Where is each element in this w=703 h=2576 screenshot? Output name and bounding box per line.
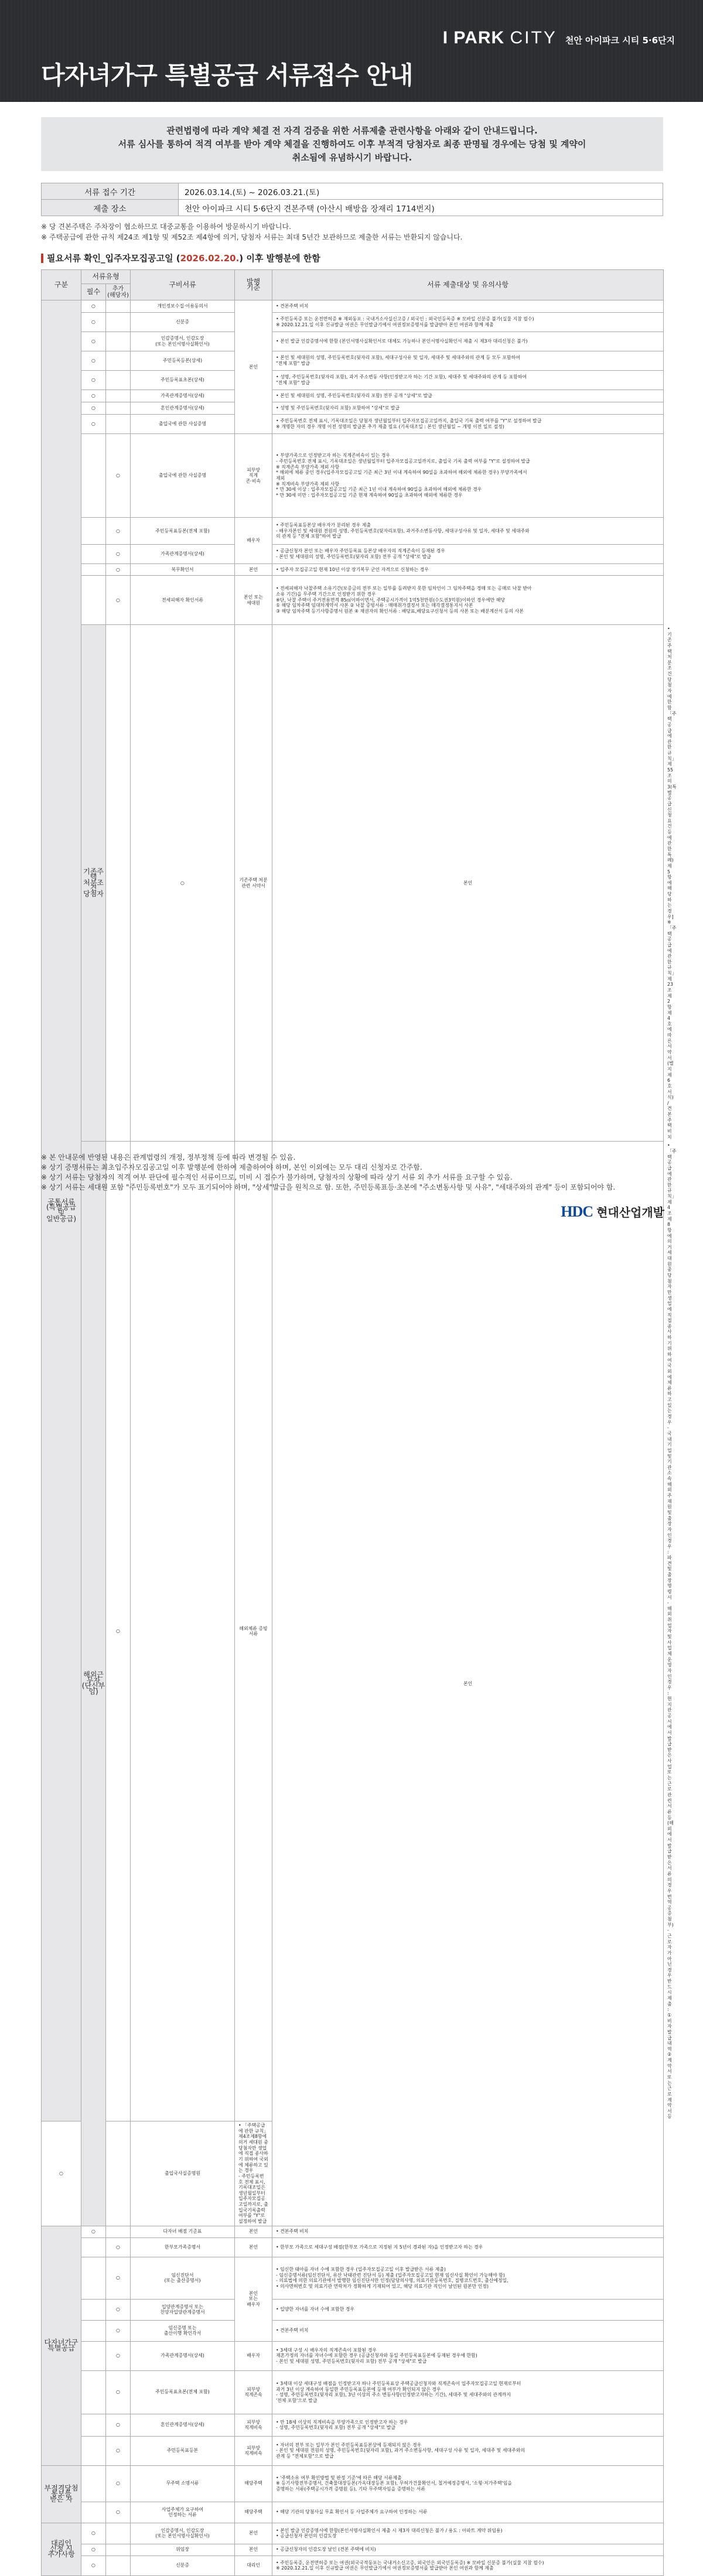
- detail-text: • 한부모 가족으로 세대구성 배점(한부모 가족으로 지정된 지 5년이 경과된 자)을 인정받고자 하는 경우: [272, 2237, 664, 2257]
- issue-basis: 본인: [235, 564, 272, 576]
- issue-basis: 피부양 직계존속: [235, 2370, 272, 2414]
- category-ineligible: 부적격당첨 통보를 받은 자: [42, 2465, 81, 2523]
- additional-mark: ○: [106, 2341, 131, 2370]
- detail-text: • 본인 및 세대원의 성명, 주민등록번호(뒷자리 포함), 세대구성사유 및 일자, 세대주 및 세대주와의 관계 등 모두 포함하여 "전체 포함" 발급: [272, 351, 664, 371]
- detail-text: • 주민등록번호 전체 표시, 기록대조일은 당첨자 생년월일부터 입주자모집공고일까지, 출입국 기록 출력 여부를 "Y"로 설정하여 발급 ※ 개명한 자의 경우 개명 이전 성명의 발급본 추가 제출 필요 (기록대조일 : 본인 생년월일 ~ 개명 이전 일로 설정): [272, 415, 664, 434]
- document-name: 출입국에 관한 사실증명: [131, 434, 235, 518]
- document-name: 임신진단서 (또는 출산증명서): [131, 2257, 235, 2299]
- issue-basis: 본인 또는 세대원: [235, 576, 272, 625]
- detail-text: • 3세대 구성 시 배우자의 직계존속이 포함된 경우 재혼가정의 자녀를 자녀수에 포함한 경우 (공급신청자와 동일 주민등록표등본에 등재된 경우에 한함) - 본인 및 세대원 성명, 주민등록번호(뒷자리 포함) 전부 공개 "상세"로 발급: [272, 2341, 664, 2370]
- company-name: 현대산업개발: [596, 1205, 664, 1219]
- detail-text: • 임신한 태아를 자녀 수에 포함한 경우 (입주자모집공고일 이후 발급받은 서류 제출) - 임신증명서류(임신진단서, 유산 낙태관련 진단서 등) 제출 (입주자모집공고일 현재 임신사실 확인이 가능해야 함) - 의료법에 의한 의료기관에서 발행한 임신진단서만 인정(담당의사명, 의료기관등록번호, 질병코드번호, 출산예정일, • 의사면허번호 및 의료기관 연락처가 정확하게 기재되어 있고, 해당 의료기관 직인이 날인된 원본만 인정): [272, 2257, 664, 2299]
- document-name: 주민등록등본(상세): [131, 351, 235, 371]
- detail-text: • 만 18세 이상의 직계비속을 부양가족으로 인정받고자 하는 경우 - 성명, 주민등록번호(뒷자리 포함) 전부 공개 "상세"로 발급: [272, 2414, 664, 2436]
- additional-mark: ○: [106, 518, 131, 545]
- detail-text: • 성명 및 주민등록번호(뒷자리 포함) 포함하여 "상세"로 발급: [272, 402, 664, 415]
- document-name: 무주택 소명서류: [131, 2465, 235, 2502]
- additional-mark: ○: [106, 2502, 131, 2523]
- document-name: 주민등록표초본(상세): [131, 371, 235, 390]
- detail-text: • 본인 발급 인감증명서에 한함 (본인서명사실확인서로 대체도 가능하나 본인서명사실확인서 제출 시 제3자 대리신청은 불가): [272, 332, 664, 351]
- issue-basis: 배우자: [235, 518, 272, 564]
- document-name: 임신증명 또는 출산이행 확인각서: [131, 2320, 235, 2341]
- document-name: 혼인관계증명서(상세): [131, 402, 235, 415]
- footnote: ※ 상기 증명서류는 최초입주자모집공고일 이후 발행분에 한하여 제출하여야 하며, 본인 이외에는 모두 대리 신청자로 간주함.: [41, 1163, 422, 1171]
- footer-brand: [561, 1203, 664, 1221]
- head-issue-basis: 발행 기준: [235, 270, 272, 300]
- detail-text: • 주민등록증 또는 운전면허증 ※ 재외동포 : 국내거소사실신고증 / 외국인 : 외국인등록증 ※ 모바일 신분증 불가(실물 지참 필수) ※ 2020.12.21.일 이후 신규발급 여권은 무인발급기에서 여권정보증명서를 발급받아 본인 여권과 함께 제출: [272, 313, 664, 332]
- additional-mark: ○: [106, 2257, 131, 2299]
- additional-mark: ○: [106, 2299, 131, 2320]
- schedule-table: [41, 183, 663, 216]
- detail-text: • 주민등록표등본상 배우자가 분리된 경우 제출 - 배우자본인 및 세대원 전원의 성명, 주민등록번호(뒷자리포함), 과거주소변동사항, 세대구성사유 및 일자, 세대주 및 세대주와 의 관계 등 "전체 포함"하여 발급: [272, 518, 664, 545]
- document-name: 가족관계증명서(상세): [131, 545, 235, 564]
- document-name: 신분증: [131, 313, 235, 332]
- head-required: 필수: [81, 284, 106, 300]
- required-mark: ○: [81, 351, 106, 371]
- document-name: 기존주택 처분 관련 서약서: [235, 625, 272, 1142]
- place-value: 천안 아이파크 시티 5·6단지 견본주택 (아산시 배방읍 장재리 1714번지): [179, 200, 663, 216]
- issue-basis: 피부양 직계 존·비속: [235, 434, 272, 518]
- detail-text: • 주민등록증, 운전면허증 또는 여권(외국국적동포는 국내거소신고증, 외국인은 외국인등록증) ※ 모바일 신분증 불가(실물 지참 필수) ※ 2020.12.21.일 이후 신규발급 여권은 무인발급기에서 여권정보증명서를 발급받아 본인 여권과 함께 제출: [272, 2555, 664, 2575]
- detail-text: • 공급신청자의 인감도장 날인 (견본 주택에 비치): [272, 2544, 664, 2555]
- additional-mark: ○: [131, 625, 235, 1142]
- footnotes: [41, 1153, 615, 1193]
- required-mark: ○: [81, 2555, 106, 2575]
- category-overseas: 해외근무자 (단신부임): [81, 1142, 106, 2226]
- issue-basis: 본인: [235, 2544, 272, 2555]
- issue-basis: 본인: [235, 2523, 272, 2544]
- document-name: 한부모가족증명서: [131, 2237, 235, 2257]
- section-marker: [41, 254, 43, 263]
- issue-basis: 해당주택: [235, 2502, 272, 2523]
- issue-basis: 본인: [272, 625, 664, 1142]
- notice-date: 2026.02.20.: [180, 252, 240, 264]
- document-name: 인감증명서, 인감도장 (또는 본인서명사실확인서): [131, 332, 235, 351]
- note: ※ 당 견본주택은 주차장이 협소하므로 대중교통을 이용하여 방문하시기 바랍니다.: [41, 223, 291, 231]
- additional-mark: ○: [106, 576, 131, 625]
- hdc-logo: HDC: [561, 1203, 593, 1220]
- detail-text: • 견본주택 비치: [272, 2320, 664, 2341]
- issue-basis: 해당주택: [235, 2465, 272, 2502]
- notice-line: 관련법령에 따라 계약 체결 전 자격 검증을 위한 서류제출 관련사항을 아래와 같이 안내드립니다.: [166, 125, 538, 136]
- required-mark: ○: [81, 332, 106, 351]
- required-mark: ○: [106, 1142, 131, 2121]
- document-name: 해외체류 증빙서류: [235, 1142, 272, 2121]
- detail-text: • 공급신청자 본인 또는 배우자 주민등록표 등본상 배우자의 직계존속이 등재된 경우 - 본인 및 세대원의 성명, 주민등록번호(뒷자리 포함) 전부 공개 "상세"로 발급: [272, 545, 664, 564]
- required-mark: ○: [81, 2226, 106, 2237]
- additional-mark: ○: [106, 564, 131, 576]
- issue-basis: 본인: [272, 1142, 664, 2226]
- category-proxy: 대리인 신청 시 추가사항: [42, 2523, 81, 2575]
- footnote: ※ 본 안내문에 반영된 내용은 관계법령의 개정, 정부정책 등에 따라 변경될 수 있음.: [41, 1153, 296, 1161]
- documents-table: 구분 서류유형 구비서류 발행 기준 서류 제출대상 및 유의사항 필수 추가 (해당자) 공통서류 (특별공급 및 일반공급) ○ 개인정보수집·이용동의서 본인 • 견본주택 비치 ○ 신분증 • 주민등록증 또는 운전면허증 ※ 재외동포 : 국내거소사실신고증 / 외국인 : 외국인등록증 ※ 모바일 신분증 불가(실물 지참 필수) ※ 2020.12.21.일 이후 신규발급 여권은 무인발급기에서 여권정보증명서를 발급받아 본인 여권과 함께 제출 ○ 인감증명서, 인감도장 (또는 본인서명사실확인서) • 본인 발급 인감증명서에 한함 (본인서명사실확인서로 대체도 가능하나 본인서명사실확인서 제출 시 제3자 대리신청은 불가) ○ 주민등록등본(상세) • 본인 및 세대원의 성명, 주민등록번호(뒷자리 포함), 세대구성사유 및 일자, 세대주 및 세대주와의 관계 등 모두 포함하여 "전체 포함" 발급 ○ 주민등록표초본(상세) • 성명, 주민등록번호(뒷자리 포함), 과거 주소변동 사항(인정받고자 하는 기간 포함), 세대주 및 세대주와의 관계 등 포함하여 "전체 포함" 발급 ○ 가족관계증명서(상세) • 본인 및 세대원의 성명, 주민등록번호(뒷자리 포함) 전부 공개 "상세"로 발급 ○ 혼인관계증명서(상세) • 성명 및 주민등록번호(뒷자리 포함) 포함하여 "상세"로 발급 ○ 출입국에 관한 사실증명 • 주민등록번호 전체 표시, 기록대조일은 당첨자 생년월일부터 입주자모집공고일까지, 출입국 기록 출력 여부를 "Y"로 설정하여 발급 ※ 개명한 자의 경우 개명 이전 성명의 발급본 추가 제출 필요 (기록대조일 : 본인 생년월일 ~ 개명 이전 일로 설정) ○ 출입국에 관한 사실증명 피부양 직계 존·비속 • 부양가족으로 인정받고자 하는 직계존비속이 있는 경우 - 주민등록번호 전체 표시, 기록대조일은 생년월일부터 입주자모집공고일까지로, 출입국 기록 출력 여부를 "Y"로 설정하여 발급 ※ 직계존속 부양가족 제외 사항 * 해외에 체류 중인 경우(입주자모집공고일 기준 최근 3년 이내 계속하여 90일을 초과하여 해외에 체류한 경우) 부양가족에서 제외 ※ 직계비속 부양가족 제외 사항 * 만 30세 이상 : 입주자모집공고일 기준 최근 1년 이내 계속하여 90일을 초과하여 해외에 체류한 경우 * 만 30세 미만 : 입주자모집공고일 기준 현재 계속하여 90일을 초과하여 해외에 체류한 경우 ○ 주민등록표등본(전체 포함) 배우자 • 주민등록표등본상 배우자가 분리된 경우 제출 - 배우자본인 및 세대원 전원의 성명, 주민등록번호(뒷자리포함), 과거주소변동사항, 세대구성사유 및 일자, 세대주 및 세대주와 의 관계 등 "전체 포함"하여 발급 ○ 가족관계증명서(상세) • 공급신청자 본인 또는 배우자 주민등록표 등본상 배우자의 직계존속이 등재된 경우 - 본인 및 세대원의 성명, 주민등록번호(뒷자리 포함) 전부 공개 "상세"로 발급 ○ 복무확인서 본인 • 입주자 모집공고일 현재 10년 이상 장기복무 군인 자격으로 신청하는 경우 ○ 전세피해자 확인서류 본인 또는 세대원 • 전세피해자 낙찰주택 소유기간(보증금의 전부 또는 일부를 돌려받지 못한 임차인이 그 임차주택을 경매 또는 공매로 낙찰 받아 소유 기간)을 무주택 기간으로 인정받기 위한 경우 ※단, 낙찰 주택이 주거전용면적 85㎡이하이면서, 주택공시가격이 1억5천만원(수도권3억원)이하인 경우에만 해당 ① 해당 임차주택 임대차계약서 사본 ② 낙찰 증빙서류 : 매매취가결정서 또는 매각결정통지서 사본 ③ 해당 임차주택 등기사항증명서 원본 ④ 채권자의 확인서류 : 배당표,배당요구신청서 등의 사본 또는 배분계산서 등의 사본 기존주택 처분조건 당첨자 ○ 기존주택 처분 관련 서약서 본인 • 기존주택 처분조건 당첨자에 한함 「주택공급에관한규칙」제55조의3(특별공급 신청 요건 등에 관한 특례) 제5항에 해당하는 경우] ※ 「주택공급에관한규칙」제23조제2항제4호에 따른 서약서(별지 제6호서식) / 견본주택 비치 해외근무자 (단신부임) ○ 해외체류 증빙서류 본인 • 「주택공급에 관한 규칙」제4조제8항에 의거 세대원 중 당첨자만 생업에 직접 종사하기 위하여 국외에 체류하고 있는 경우 - 국내 기업 및 기관 소속 해외 주재원 및 출장자인 경우 : 파견 및 출장 명령서 - 해외 취업자 및 사업체 운영자인 경우 : 현지 관공서에서 발급 받은 사업 또는 근로 관련 서류 등(해외에서 발급받은 서류의 경우 번역 공증 첨부) - 근로자가 아닌 경우 반드시 제출 : ① 비자 발급 내역 ② 계약서 또는 근로 계약서 등 ○ 출입국사실증명원 • 「주택공급에 관한 규칙」제4조제8항에 의거 세대원 중 당첨자만 생업에 직접 종사하기 위하여 국외에 체류하고 있는 경우 - 주민등록번호 전체 표시, 기록대조일은 생년월일부터 입주자모집공고일까지로, 출입국기록출력 여부를 "Y"로 설정하여 발급 다자녀가구 특별공급 ○ 다자녀 배점 기준표 본인 • 견본주택 비치 ○ 한부모가족증명서 본인 • 한부모 가족으로 세대구성 배점(한부모 가족으로 지정된 지 5년이 경과된 자)을 인정받고자 하는 경우 ○ 임신진단서 (또는 출산증명서) 본인 또는 배우자 • 임신한 태아를 자녀 수에 포함한 경우 (입주자모집공고일 이후 발급받은 서류 제출) - 임신증명서류(임신진단서, 유산 낙태관련 진단서 등) 제출 (입주자모집공고일 현재 임신사실 확인이 가능해야 함) - 의료법에 의한 의료기관에서 발행한 임신진단서만 인정(담당의사명, 의료기관등록번호, 질병코드번호, 출산예정일, • 의사면허번호 및 의료기관 연락처가 정확하게 기재되어 있고, 해당 의료기관 직인이 날인된 원본만 인정) ○ 입양관계증명서 또는 친양자입양관계증명서 • 입양한 자녀를 자녀 수에 포함한 경우 ○ 임신증명 또는 출산이행 확인각서 • 견본주택 비치 ○ 가족관계증명서(상세) 배우자 • 3세대 구성 시 배우자의 직계존속이 포함된 경우 재혼가정의 자녀를 자녀수에 포함한 경우 (공급신청자와 동일 주민등록표등본에 등재된 경우에 한함) - 본인 및 세대원 성명, 주민등록번호(뒷자리 포함) 전부 공개 "상세"로 발급 ○ 주민등록표초본(전체 포함) 피부양 직계존속 • 3세대 이상 세대구성 배점을 인정받고자 하나 주민등록표상 주택공급신청자와 직계존속이 입주자모집공고일 현재로부터 과거 3년 이상 계속하여 동일한 주민등록표등본에 등재 여부가 확인되지 않은 경우 - 성명, 주민등록번호(뒷자리 포함), 3년 이상의 주소 변동사항(인정받고자하는 기간), 세대주 및 세대주와의 관계까지 '전체 포함'으로 발급 ○ 혼인관계증명서(상세) 피부양 직계비속 • 만 18세 이상의 직계비속을 부양가족으로 인정받고자 하는 경우 - 성명, 주민등록번호(뒷자리 포함) 전부 공개 "상세"로 발급 ○ 주민등록표등본 피부양 직계비속 • 자녀의 전부 또는 일부가 본인 주민등록표등본상에 등재되지 않은 경우 - 본인 및 세대원 전원의 성명, 주민등록번호(뒷자리 포함), 과거 주소변동사항, 세대구성 사유 및 일자, 세대주 및 세대주와의 관계 등 "전체포함"으로 발급 부적격당첨 통보를 받은 자 ○ 무주택 소명서류 해당주택 • '주택소유 여부 확인방법 및 판정 기준'에 따른 해당 서류제출 ※ 등기사항전부증명서, 건축물대장등본(가옥대장등본 포함), 무허가건물확인서, 철거예정증명서, '소형·저가주택'임을 증명하는 서류(주택공시가격 증명원 등), 기타 무주택자임을 증명하는 서류 ○ 사업주체가 요구하여 인정하는 서류 해당주택 • 해당 기관의 당첨사실 무효 확인서 등 사업주체가 요구하여 인정하는 서류 대리인 신청 시 추가사항 ○ 인감증명서, 인감도장 (또는 본인서명사실확인서) 본인 • 본인 발급 인감증명서에 한함(본인서명사실확인서 제출 시 제3자 대리신청은 불가 / 용도 : 아파트 계약 위임용) • 공급신청자 본인의 인감도장 ○ 위임장 본인 • 공급신청자의 인감도장 날인 (견본 주택에 비치) ○ 신분증 대리인 • 주민등록증, 운전면허증 또는 여권(외국국적동포는 국내거소신고증, 외국인은 외국인등록증) ※ 모바일 신분증 불가(실물 지참 필수) ※ 2020.12.21.일 이후 신규발급 여권은 무인발급기에서 여권정보증명서를 발급받아 본인 여권과 함께 제출: [41, 269, 664, 2576]
- detail-text: • 「주택공급에 관한 규칙」제4조제8항에 의거 세대원 중 당첨자만 생업에 직접 종사하기 위하여 국외에 체류하고 있는 경우 - 주민등록번호 전체 표시, 기록대조일은 생년월일부터 입주자모집공고일까지로, 출입국기록출력 여부를 "Y"로 설정하여 발급: [235, 2121, 272, 2226]
- document-name: 출입국에 관한 사실증명: [131, 415, 235, 434]
- required-mark: ○: [81, 313, 106, 332]
- issue-basis: 본인: [235, 300, 272, 434]
- detail-text: • 본인 및 세대원의 성명, 주민등록번호(뒷자리 포함) 전부 공개 "상세"로 발급: [272, 390, 664, 402]
- detail-text: • 3세대 이상 세대구성 배점을 인정받고자 하나 주민등록표상 주택공급신청자와 직계존속이 입주자모집공고일 현재로부터 과거 3년 이상 계속하여 동일한 주민등록표등본에 등재 여부가 확인되지 않은 경우 - 성명, 주민등록번호(뒷자리 포함), 3년 이상의 주소 변동사항(인정받고자하는 기간), 세대주 및 세대주와의 관계까지 '전체 포함'으로 발급: [272, 2370, 664, 2414]
- detail-text: • 부양가족으로 인정받고자 하는 직계존비속이 있는 경우 - 주민등록번호 전체 표시, 기록대조일은 생년월일부터 입주자모집공고일까지로, 출입국 기록 출력 여부를 "Y"로 설정하여 발급 ※ 직계존속 부양가족 제외 사항 * 해외에 체류 중인 경우(입주자모집공고일 기준 최근 3년 이내 계속하여 90일을 초과하여 해외에 체류한 경우) 부양가족에서 제외 ※ 직계비속 부양가족 제외 사항 * 만 30세 이상 : 입주자모집공고일 기준 최근 1년 이내 계속하여 90일을 초과하여 해외에 체류한 경우 * 만 30세 미만 : 입주자모집공고일 기준 현재 계속하여 90일을 초과하여 해외에 체류한 경우: [272, 434, 664, 518]
- document-name: 인감증명서, 인감도장 (또는 본인서명사실확인서): [131, 2523, 235, 2544]
- category-common: 공통서류 (특별공급 및 일반공급): [42, 300, 81, 2121]
- footnote: ※ 상기 서류는 당첨자의 적격 여부 판단에 필수적인 서류이므로, 미비 시 접수가 불가하며, 당첨자의 상황에 따라 상기 서류 외 추가 서류를 요구할 수 있음.: [41, 1173, 513, 1181]
- detail-text: • 성명, 주민등록번호(뒷자리 포함), 과거 주소변동 사항(인정받고자 하는 기간 포함), 세대주 및 세대주와의 관계 등 포함하여 "전체 포함" 발급: [272, 371, 664, 390]
- additional-mark: ○: [106, 2237, 131, 2257]
- document-name: 입양관계증명서 또는 친양자입양관계증명서: [131, 2299, 235, 2320]
- brand: [443, 28, 675, 48]
- additional-mark: ○: [106, 434, 131, 518]
- place-label: 제출 장소: [42, 200, 179, 216]
- document-name: 출입국사실증명원: [131, 2121, 235, 2226]
- detail-text: • 전세피해자 낙찰주택 소유기간(보증금의 전부 또는 일부를 돌려받지 못한 임차인이 그 임차주택을 경매 또는 공매로 낙찰 받아 소유 기간)을 무주택 기간으로 인정받기 위한 경우 ※단, 낙찰 주택이 주거전용면적 85㎡이하이면서, 주택공시가격이 1억5천만원(수도권3억원)이하인 경우에만 해당 ① 해당 임차주택 임대차계약서 사본 ② 낙찰 증빙서류 : 매매취가결정서 또는 매각결정통지서 사본 ③ 해당 임차주택 등기사항증명서 원본 ④ 채권자의 확인서류 : 배당표,배당요구신청서 등의 사본 또는 배분계산서 등의 사본: [272, 576, 664, 625]
- head-details: 서류 제출대상 및 유의사항: [272, 270, 664, 300]
- brand-logo: I PARK CITY: [442, 28, 557, 47]
- page-title: 다자녀가구 특별공급 서류접수 안내: [41, 61, 413, 90]
- required-mark: ○: [81, 300, 106, 313]
- detail-text: • 견본주택 비치: [272, 300, 664, 313]
- issue-basis: 대리인: [235, 2555, 272, 2575]
- schedule-notes: [41, 221, 462, 242]
- head-additional: 추가 (해당자): [106, 284, 131, 300]
- section-title: 필요서류 확인_입주자모집공고일 ( 2026.02.20. ) 이후 발행분에 한함: [41, 252, 320, 264]
- detail-text: • '주택소유 여부 확인방법 및 판정 기준'에 따른 해당 서류제출 ※ 등기사항전부증명서, 건축물대장등본(가옥대장등본 포함), 무허가건물확인서, 철거예정증명서, '소형·저가주택'임을 증명하는 서류(주택공시가격 증명원 등), 기타 무주택자임을 증명하는 서류: [272, 2465, 664, 2502]
- required-mark: ○: [81, 415, 106, 434]
- document-name: 다자녀 배점 기준표: [131, 2226, 235, 2237]
- category-multichild: 다자녀가구 특별공급: [42, 2226, 81, 2465]
- additional-mark: ○: [106, 2436, 131, 2465]
- issue-basis: 피부양 직계비속: [235, 2414, 272, 2436]
- document-name: 신분증: [131, 2555, 235, 2575]
- period-value: 2026.03.14.(토) ~ 2026.03.21.(토): [179, 183, 663, 200]
- page-header: [0, 0, 703, 102]
- detail-text: • 자녀의 전부 또는 일부가 본인 주민등록표등본상에 등재되지 않은 경우 - 본인 및 세대원 전원의 성명, 주민등록번호(뒷자리 포함), 과거 주소변동사항, 세대구성 사유 및 일자, 세대주 및 세대주와의 관계 등 "전체포함"으로 발급: [272, 2436, 664, 2465]
- additional-mark: ○: [106, 545, 131, 564]
- note: ※ 주택공급에 관한 규칙 제24조 제1항 및 제52조 제4항에 의거, 당첨자 서류는 최대 5년간 보관하므로 제출한 서류는 반환되지 않습니다.: [41, 233, 463, 241]
- required-mark: ○: [81, 371, 106, 390]
- detail-text: • 입주자 모집공고일 현재 10년 이상 장기복무 군인 자격으로 신청하는 경우: [272, 564, 664, 576]
- notice-box: [41, 117, 663, 171]
- notice-line: 서류 심사를 통하여 적격 여부를 받아 계약 체결을 진행하여도 이후 부적격 당첨자로 최종 판명될 경우에는 당첨 및 계약이: [118, 139, 586, 149]
- additional-mark: ○: [106, 2414, 131, 2436]
- document-name: 전세피해자 확인서류: [131, 576, 235, 625]
- additional-mark: ○: [106, 2320, 131, 2341]
- required-mark: ○: [81, 402, 106, 415]
- document-name: 주민등록표등본(전체 포함): [131, 518, 235, 545]
- issue-basis: 본인 또는 배우자: [235, 2257, 272, 2341]
- document-name: 가족관계증명서(상세): [131, 390, 235, 402]
- notice-line: 취소됨에 유념하시기 바랍니다.: [292, 152, 412, 163]
- head-category: 구분: [42, 270, 81, 300]
- document-name: 위임장: [131, 2544, 235, 2555]
- document-name: 가족관계증명서(상세): [131, 2341, 235, 2370]
- document-name: 주민등록표초본(전체 포함): [131, 2370, 235, 2414]
- category-existing-house: 기존주택 처분조건 당첨자: [81, 625, 106, 1142]
- document-name: 복무확인서: [131, 564, 235, 576]
- required-mark: ○: [42, 2121, 81, 2226]
- additional-mark: ○: [106, 2370, 131, 2414]
- detail-text: • 견본주택 비치: [272, 2226, 664, 2237]
- detail-text: • 입양한 자녀를 자녀 수에 포함한 경우: [272, 2299, 664, 2320]
- brand-subtitle: 천안 아이파크 시티 5·6단지: [565, 35, 675, 46]
- document-name: 혼인관계증명서(상세): [131, 2414, 235, 2436]
- required-mark: ○: [81, 2544, 106, 2555]
- head-document: 구비서류: [131, 270, 235, 300]
- document-name: 주민등록표등본: [131, 2436, 235, 2465]
- issue-basis: 본인: [235, 2237, 272, 2257]
- issue-basis: 배우자: [235, 2341, 272, 2370]
- detail-text: • 해당 기관의 당첨사실 무효 확인서 등 사업주체가 요구하여 인정하는 서류: [272, 2502, 664, 2523]
- period-label: 서류 접수 기간: [42, 183, 179, 200]
- required-mark: ○: [81, 390, 106, 402]
- issue-basis: 피부양 직계비속: [235, 2436, 272, 2465]
- additional-mark: ○: [106, 2465, 131, 2502]
- detail-text: • 본인 발급 인감증명서에 한함(본인서명사실확인서 제출 시 제3자 대리신청은 불가 / 용도 : 아파트 계약 위임용) • 공급신청자 본인의 인감도장: [272, 2523, 664, 2544]
- head-doc-type: 서류유형: [81, 270, 131, 284]
- footnote: ※ 상기 서류는 세대원 포함 "주민등록번호"가 모두 표기되어야 하며, "상세"발급을 원칙으로 함. 또한, 주민등록표등·초본에 "주소변동사항 및 사유", "세대주와의 관계" 등이 포함되어야 함.: [41, 1183, 616, 1191]
- document-name: 사업주체가 요구하여 인정하는 서류: [131, 2502, 235, 2523]
- issue-basis: 본인: [235, 2226, 272, 2237]
- required-mark: ○: [81, 2523, 106, 2544]
- document-name: 개인정보수집·이용동의서: [131, 300, 235, 313]
